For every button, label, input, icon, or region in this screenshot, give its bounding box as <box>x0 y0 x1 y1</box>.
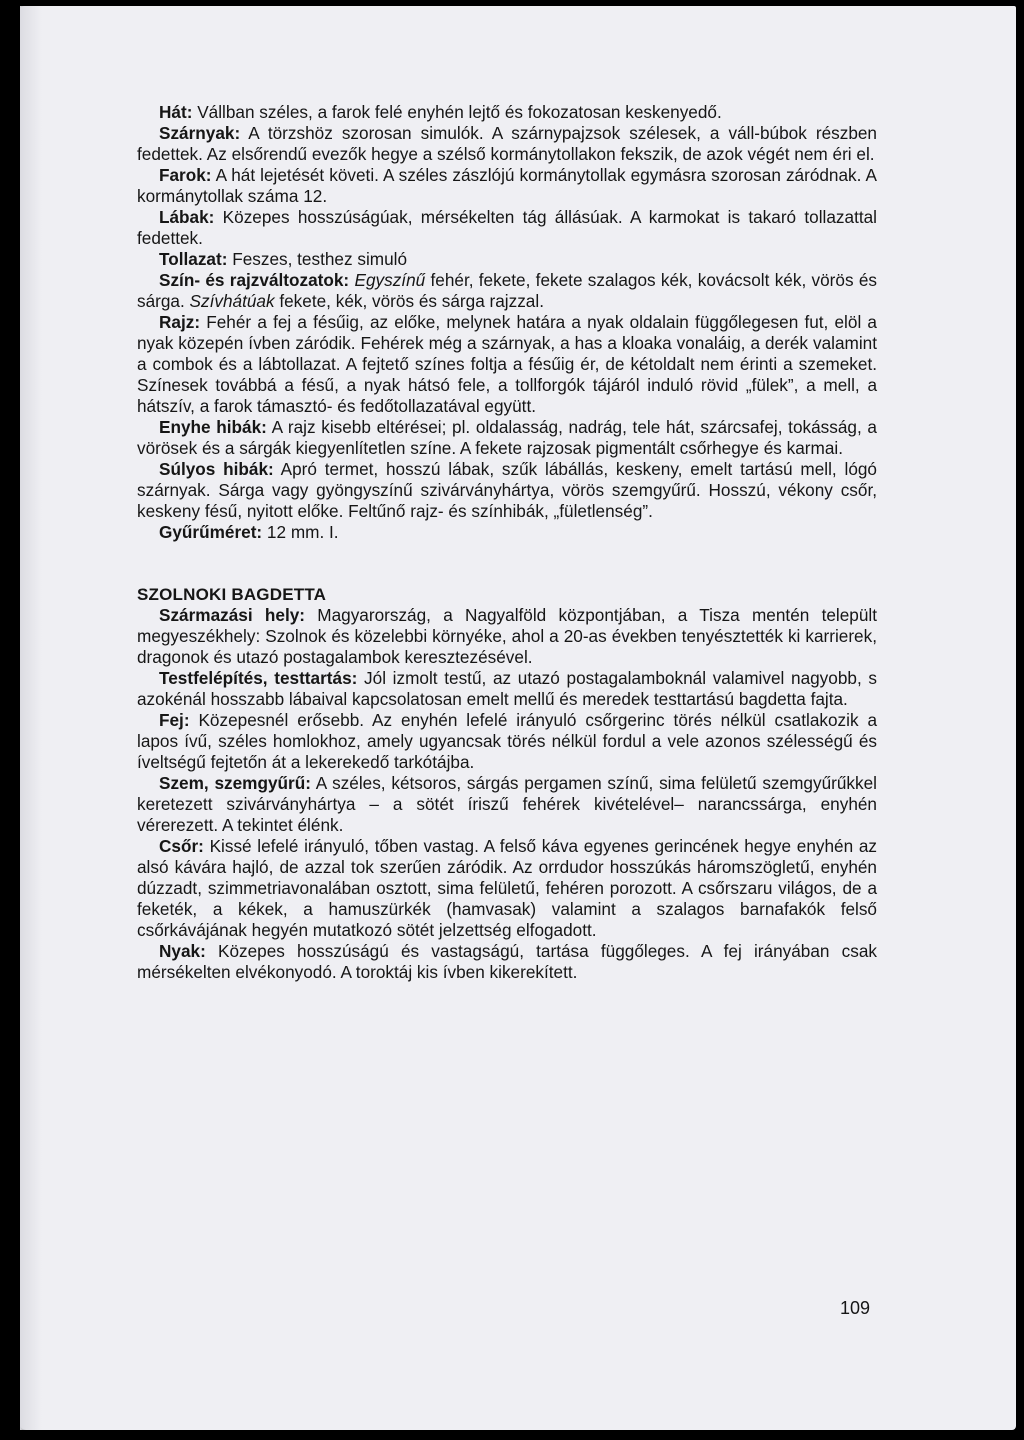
paragraph-text: 12 mm. I. <box>262 522 339 542</box>
paragraph-text: A törzshöz szorosan simulók. A szárnypajzsok szélesek, a váll-búbok részben fedettek. Az elsőrendű evezők hegye a szélső kormánytollakon fekszik, de azok végét nem éri el. <box>137 123 877 164</box>
paragraph-text: A hát lejetését követi. A széles zászlójú kormánytollak egymásra szorosan záródnak. A kormánytollak száma 12. <box>137 165 877 206</box>
paragraph-label: Csőr: <box>159 836 204 856</box>
paragraph-text: Vállban széles, a farok felé enyhén lejtő és fokozatosan keskenyedő. <box>192 102 722 122</box>
paragraph <box>137 941 877 983</box>
paragraph <box>137 522 877 543</box>
paragraph-text: A széles, kétsoros, sárgás pergamen színű, sima felületű szemgyűrűkkel keretezett szivárványhártya – a sötét íriszű fehérek kivételével– narancssárga, enyhén vérerezett. A tekintet élénk. <box>137 773 877 835</box>
paragraph <box>137 459 877 522</box>
paragraph-text: Jól izmolt testű, az utazó postagalamboknál valamivel nagyobb, s azokénál hosszabb lábaival kapcsolatosan emelt mellű és meredek testtartású bagdetta fajta. <box>137 668 877 709</box>
paragraph-label: Fej: <box>159 710 190 730</box>
book-page <box>20 6 1016 1430</box>
paragraph-text: Kissé lefelé irányuló, tőben vastag. A felső káva egyenes gerincének hegye enyhén az alsó kávára hajló, de azzal tok szerűen záródik. Az orrdudor hosszúkás háromszögletű, enyhén dúzzadt, szimmetriavonalában osztott, sima felületű, fehéren porozott. A csőrszaru világos, de a feketék, a kékek, a hamuszürkék (hamvasak) valamint a szalagos barnafakók felső csőrkávájának hegyén mutatkozó sötét jelzettség elfogadott. <box>137 836 877 940</box>
paragraph <box>137 668 877 710</box>
paragraph-text: Közepes hosszúságú és vastagságú, tartása függőleges. A fej irányában csak mérsékelten elvékonyodó. A toroktáj kis ívben kikerekített. <box>137 941 877 982</box>
paragraph <box>137 710 877 773</box>
paragraph-text: Fehér a fej a fésűig, az előke, melynek határa a nyak oldalain függőlegesen fut, elöl a nyak közepén ívben záródik. Fehérek még a szárnyak, a has a kloaka vonaláig, a derék valamint a combok és a lábtollazat. A fejtető színes foltja a fésűig ér, de kétoldalt nem érinti a szemeket. Színesek továbbá a fésű, a nyak hátsó fele, a tollforgók tájáról induló rövid „fülek”, a mell, a hátszív, a farok támasztó- és fedőtollazatával együtt. <box>137 312 877 416</box>
paragraph-text: Apró termet, hosszú lábak, szűk lábállás, keskeny, emelt tartású mell, lógó szárnyak. Sárga vagy gyöngyszínű szivárványhártya, vörös szemgyűrű. Hosszú, vékony csőr, keskeny fésű, nyitott előke. Feltűnő rajz- és színhibák, „fületlenség”. <box>137 459 877 521</box>
paragraph <box>137 123 877 165</box>
paragraph-label: Nyak: <box>159 941 206 961</box>
paragraph-label: Szín- és rajzváltozatok: <box>159 270 350 290</box>
paragraph-text: Magyarország, a Nagyalföld központjában, a Tisza mentén települt megyeszékhely: Szolnok és közelebbi környéke, ahol a 20-as években tenyésztették ki karrierek, dragonok és utazó postagalambok keresztezésével. <box>137 605 877 667</box>
paragraph <box>137 312 877 417</box>
paragraph-label: Származási hely: <box>159 605 306 625</box>
paragraph-label: Hát: <box>159 102 193 122</box>
paragraph-label: Tollazat: <box>159 249 228 269</box>
paragraph <box>137 773 877 836</box>
paragraph <box>137 207 877 249</box>
paragraph <box>137 165 877 207</box>
paragraph <box>137 270 877 312</box>
emphasized-text: Egyszínű <box>354 270 426 290</box>
page-number: 109 <box>840 1298 871 1318</box>
paragraph-label: Súlyos hibák: <box>159 459 274 479</box>
paragraph-text: Közepesnél erősebb. Az enyhén lefelé irányuló csőrgerinc törés nélkül csatlakozik a lapos ívű, széles homlokhoz, amely ugyancsak törés nélkül fordul a vele azonos szélességű és íveltségű fejtetőn át a lekerekedő tarkótájba. <box>137 710 877 772</box>
paragraph-label: Enyhe hibák: <box>159 417 267 437</box>
paragraph-label: Testfelépítés, testtartás: <box>159 668 358 688</box>
paragraph-label: Farok: <box>159 165 212 185</box>
paragraph-text: fekete, kék, vörös és sárga rajzzal. <box>274 291 544 311</box>
section-heading: SZOLNOKI BAGDETTA <box>137 585 327 604</box>
paragraph-text: fehér, fekete, fekete szalagos kék, kovácsolt kék, vörös és sárga. <box>137 270 877 311</box>
paragraph-text: Közepes hosszúságúak, mérsékelten tág állásúak. A karmokat is takaró tollazattal fedettek. <box>137 207 877 248</box>
page-body <box>137 102 877 983</box>
paragraph <box>137 836 877 941</box>
paragraph <box>137 249 877 270</box>
paragraph <box>137 102 877 123</box>
paragraph-label: Szem, szemgyűrű: <box>159 773 311 793</box>
emphasized-text: Szívhátúak <box>189 291 275 311</box>
paragraph-text: Feszes, testhez simuló <box>227 249 408 269</box>
paragraph <box>137 605 877 668</box>
paragraph <box>137 417 877 459</box>
paragraph-label: Gyűrűméret: <box>159 522 263 542</box>
paragraph-label: Szárnyak: <box>159 123 241 143</box>
paragraph-label: Rajz: <box>159 312 201 332</box>
paragraph-text: A rajz kisebb eltérései; pl. oldalasság, nadrág, tele hát, szárcsafej, tokásság, a vörösek és a sárgák kiegyenlítetlen színe. A fekete rajzosak pigmentált csőrhegye és karmai. <box>137 417 877 458</box>
paragraph-label: Lábak: <box>159 207 215 227</box>
